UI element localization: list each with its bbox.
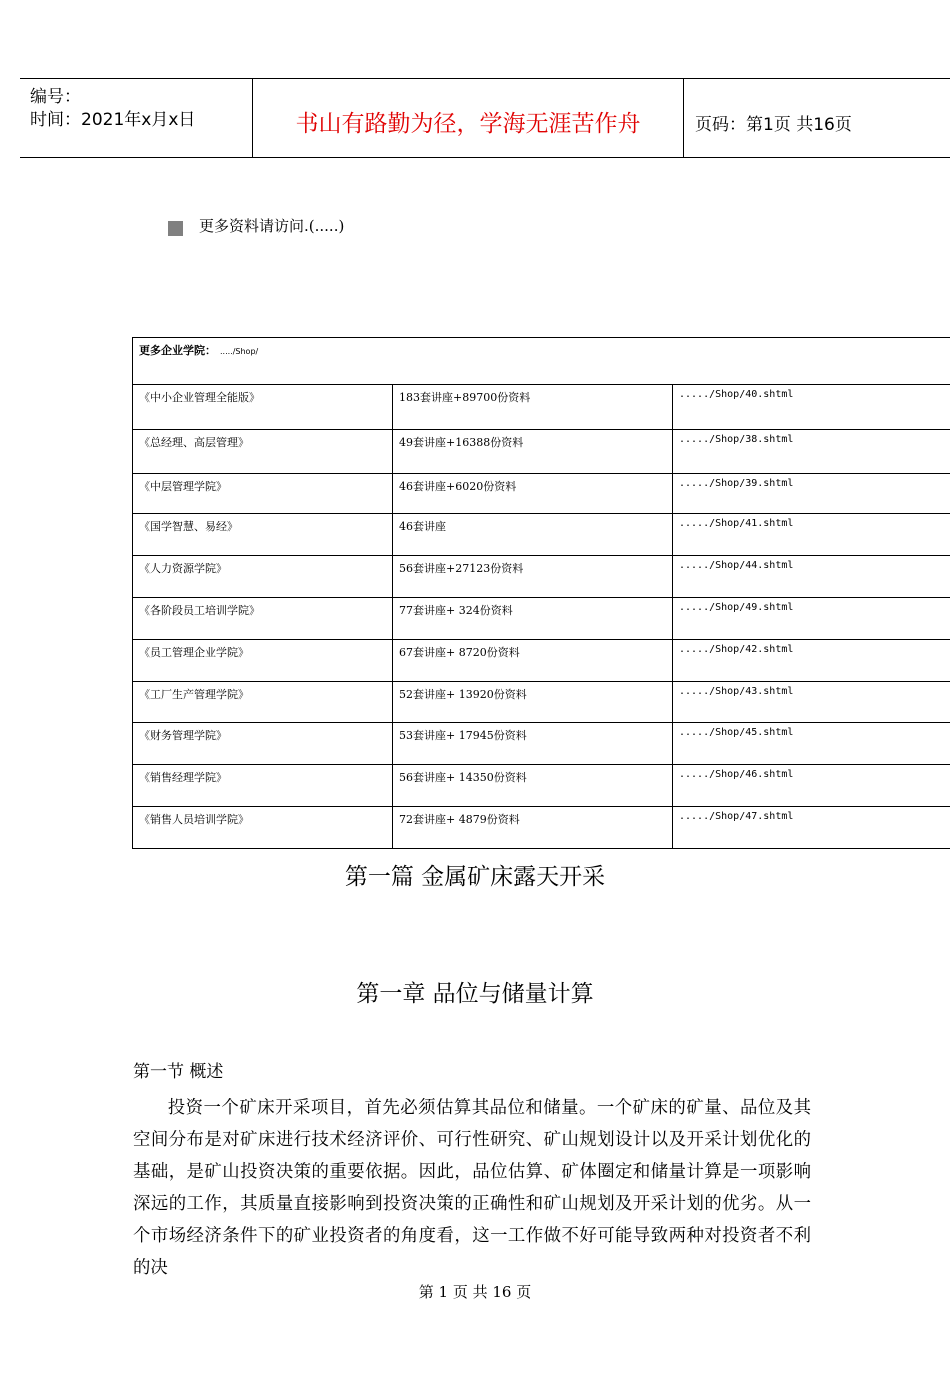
document-number-label: 编号： bbox=[30, 87, 81, 107]
shop-name-cell: 《中小企业管理全能版》 bbox=[133, 385, 393, 430]
shop-name-cell: 《销售经理学院》 bbox=[133, 765, 393, 807]
part-title: 第一篇 金属矿床露天开采 bbox=[344, 864, 606, 890]
header-right-cell bbox=[683, 79, 950, 157]
shop-links-table bbox=[132, 337, 950, 849]
shop-content-cell: 46套讲座 bbox=[393, 514, 673, 556]
table-row bbox=[133, 514, 950, 556]
table-row bbox=[133, 474, 950, 514]
more-resources-line bbox=[168, 215, 344, 236]
shop-name-cell: 《人力资源学院》 bbox=[133, 556, 393, 598]
document-time-label: 时间：2021年x月x日 bbox=[30, 110, 196, 130]
table-row bbox=[133, 640, 950, 682]
shop-table-caption-cell bbox=[133, 338, 950, 385]
table-row bbox=[133, 430, 950, 474]
chapter-title: 第一章 品位与储量计算 bbox=[356, 981, 594, 1007]
shop-name-cell: 《销售人员培训学院》 bbox=[133, 807, 393, 849]
table-row bbox=[133, 765, 950, 807]
shop-content-cell: 46套讲座+6020份资料 bbox=[393, 474, 673, 514]
header-middle-cell bbox=[252, 79, 684, 157]
shop-content-cell: 56套讲座+27123份资料 bbox=[393, 556, 673, 598]
shop-table-caption: 更多企业学院： bbox=[139, 344, 216, 357]
shop-table-caption-url[interactable]: ...../Shop/ bbox=[220, 347, 259, 356]
table-row bbox=[133, 385, 950, 430]
table-row bbox=[133, 807, 950, 849]
body-paragraph: 投资一个矿床开采项目，首先必须估算其品位和储量。一个矿床的矿量、品位及其空间分布是对矿床进行技术经济评价、可行性研究、矿山规划设计以及开采计划优化的基础，是矿山投资决策的重要依据。因此，品位估算、矿体圈定和储量计算是一项影响深远的工作，其质量直接影响到投资决策的正确性和矿山规划及开采计划的优劣。从一个市场经济条件下的矿业投资者的角度看，这一工作做不好可能导致两种对投资者不利的决 bbox=[133, 1098, 811, 1278]
shop-url-cell[interactable]: ...../Shop/45.shtml bbox=[673, 723, 950, 765]
header-left-cell bbox=[20, 79, 252, 157]
shop-content-cell: 52套讲座+ 13920份资料 bbox=[393, 682, 673, 723]
shop-content-cell: 53套讲座+ 17945份资料 bbox=[393, 723, 673, 765]
shop-name-cell: 《总经理、高层管理》 bbox=[133, 430, 393, 474]
shop-content-cell: 72套讲座+ 4879份资料 bbox=[393, 807, 673, 849]
shop-content-cell: 77套讲座+ 324份资料 bbox=[393, 598, 673, 640]
gray-square-bullet-icon bbox=[168, 221, 183, 236]
shop-url-cell[interactable]: ...../Shop/42.shtml bbox=[673, 640, 950, 682]
shop-name-cell: 《财务管理学院》 bbox=[133, 723, 393, 765]
table-row bbox=[133, 556, 950, 598]
shop-url-cell[interactable]: ...../Shop/38.shtml bbox=[673, 430, 950, 474]
section-title: 第一节 概述 bbox=[133, 1062, 224, 1082]
shop-name-cell: 《中层管理学院》 bbox=[133, 474, 393, 514]
table-row bbox=[133, 682, 950, 723]
shop-url-cell[interactable]: ...../Shop/46.shtml bbox=[673, 765, 950, 807]
shop-name-cell: 《员工管理企业学院》 bbox=[133, 640, 393, 682]
shop-url-cell[interactable]: ...../Shop/44.shtml bbox=[673, 556, 950, 598]
shop-url-cell[interactable]: ...../Shop/49.shtml bbox=[673, 598, 950, 640]
header-motto: 书山有路勤为径，学海无涯苦作舟 bbox=[295, 111, 641, 137]
shop-name-cell: 《各阶段员工培训学院》 bbox=[133, 598, 393, 640]
shop-url-cell[interactable]: ...../Shop/43.shtml bbox=[673, 682, 950, 723]
shop-content-cell: 49套讲座+16388份资料 bbox=[393, 430, 673, 474]
shop-url-cell[interactable]: ...../Shop/47.shtml bbox=[673, 807, 950, 849]
header-page-label: 页码：第1页 共16页 bbox=[695, 115, 852, 135]
table-row bbox=[133, 723, 950, 765]
shop-name-cell: 《工厂生产管理学院》 bbox=[133, 682, 393, 723]
shop-name-cell: 《国学智慧、易经》 bbox=[133, 514, 393, 556]
shop-url-cell[interactable]: ...../Shop/39.shtml bbox=[673, 474, 950, 514]
shop-url-cell[interactable]: ...../Shop/40.shtml bbox=[673, 385, 950, 430]
shop-table-caption-row bbox=[133, 338, 950, 385]
shop-url-cell[interactable]: ...../Shop/41.shtml bbox=[673, 514, 950, 556]
shop-content-cell: 56套讲座+ 14350份资料 bbox=[393, 765, 673, 807]
page-footer: 第 1 页 共 16 页 bbox=[418, 1283, 532, 1301]
shop-content-cell: 183套讲座+89700份资料 bbox=[393, 385, 673, 430]
shop-content-cell: 67套讲座+ 8720份资料 bbox=[393, 640, 673, 682]
document-header bbox=[20, 78, 950, 158]
more-resources-text[interactable]: 更多资料请访问.(.....) bbox=[199, 217, 345, 235]
table-row bbox=[133, 598, 950, 640]
